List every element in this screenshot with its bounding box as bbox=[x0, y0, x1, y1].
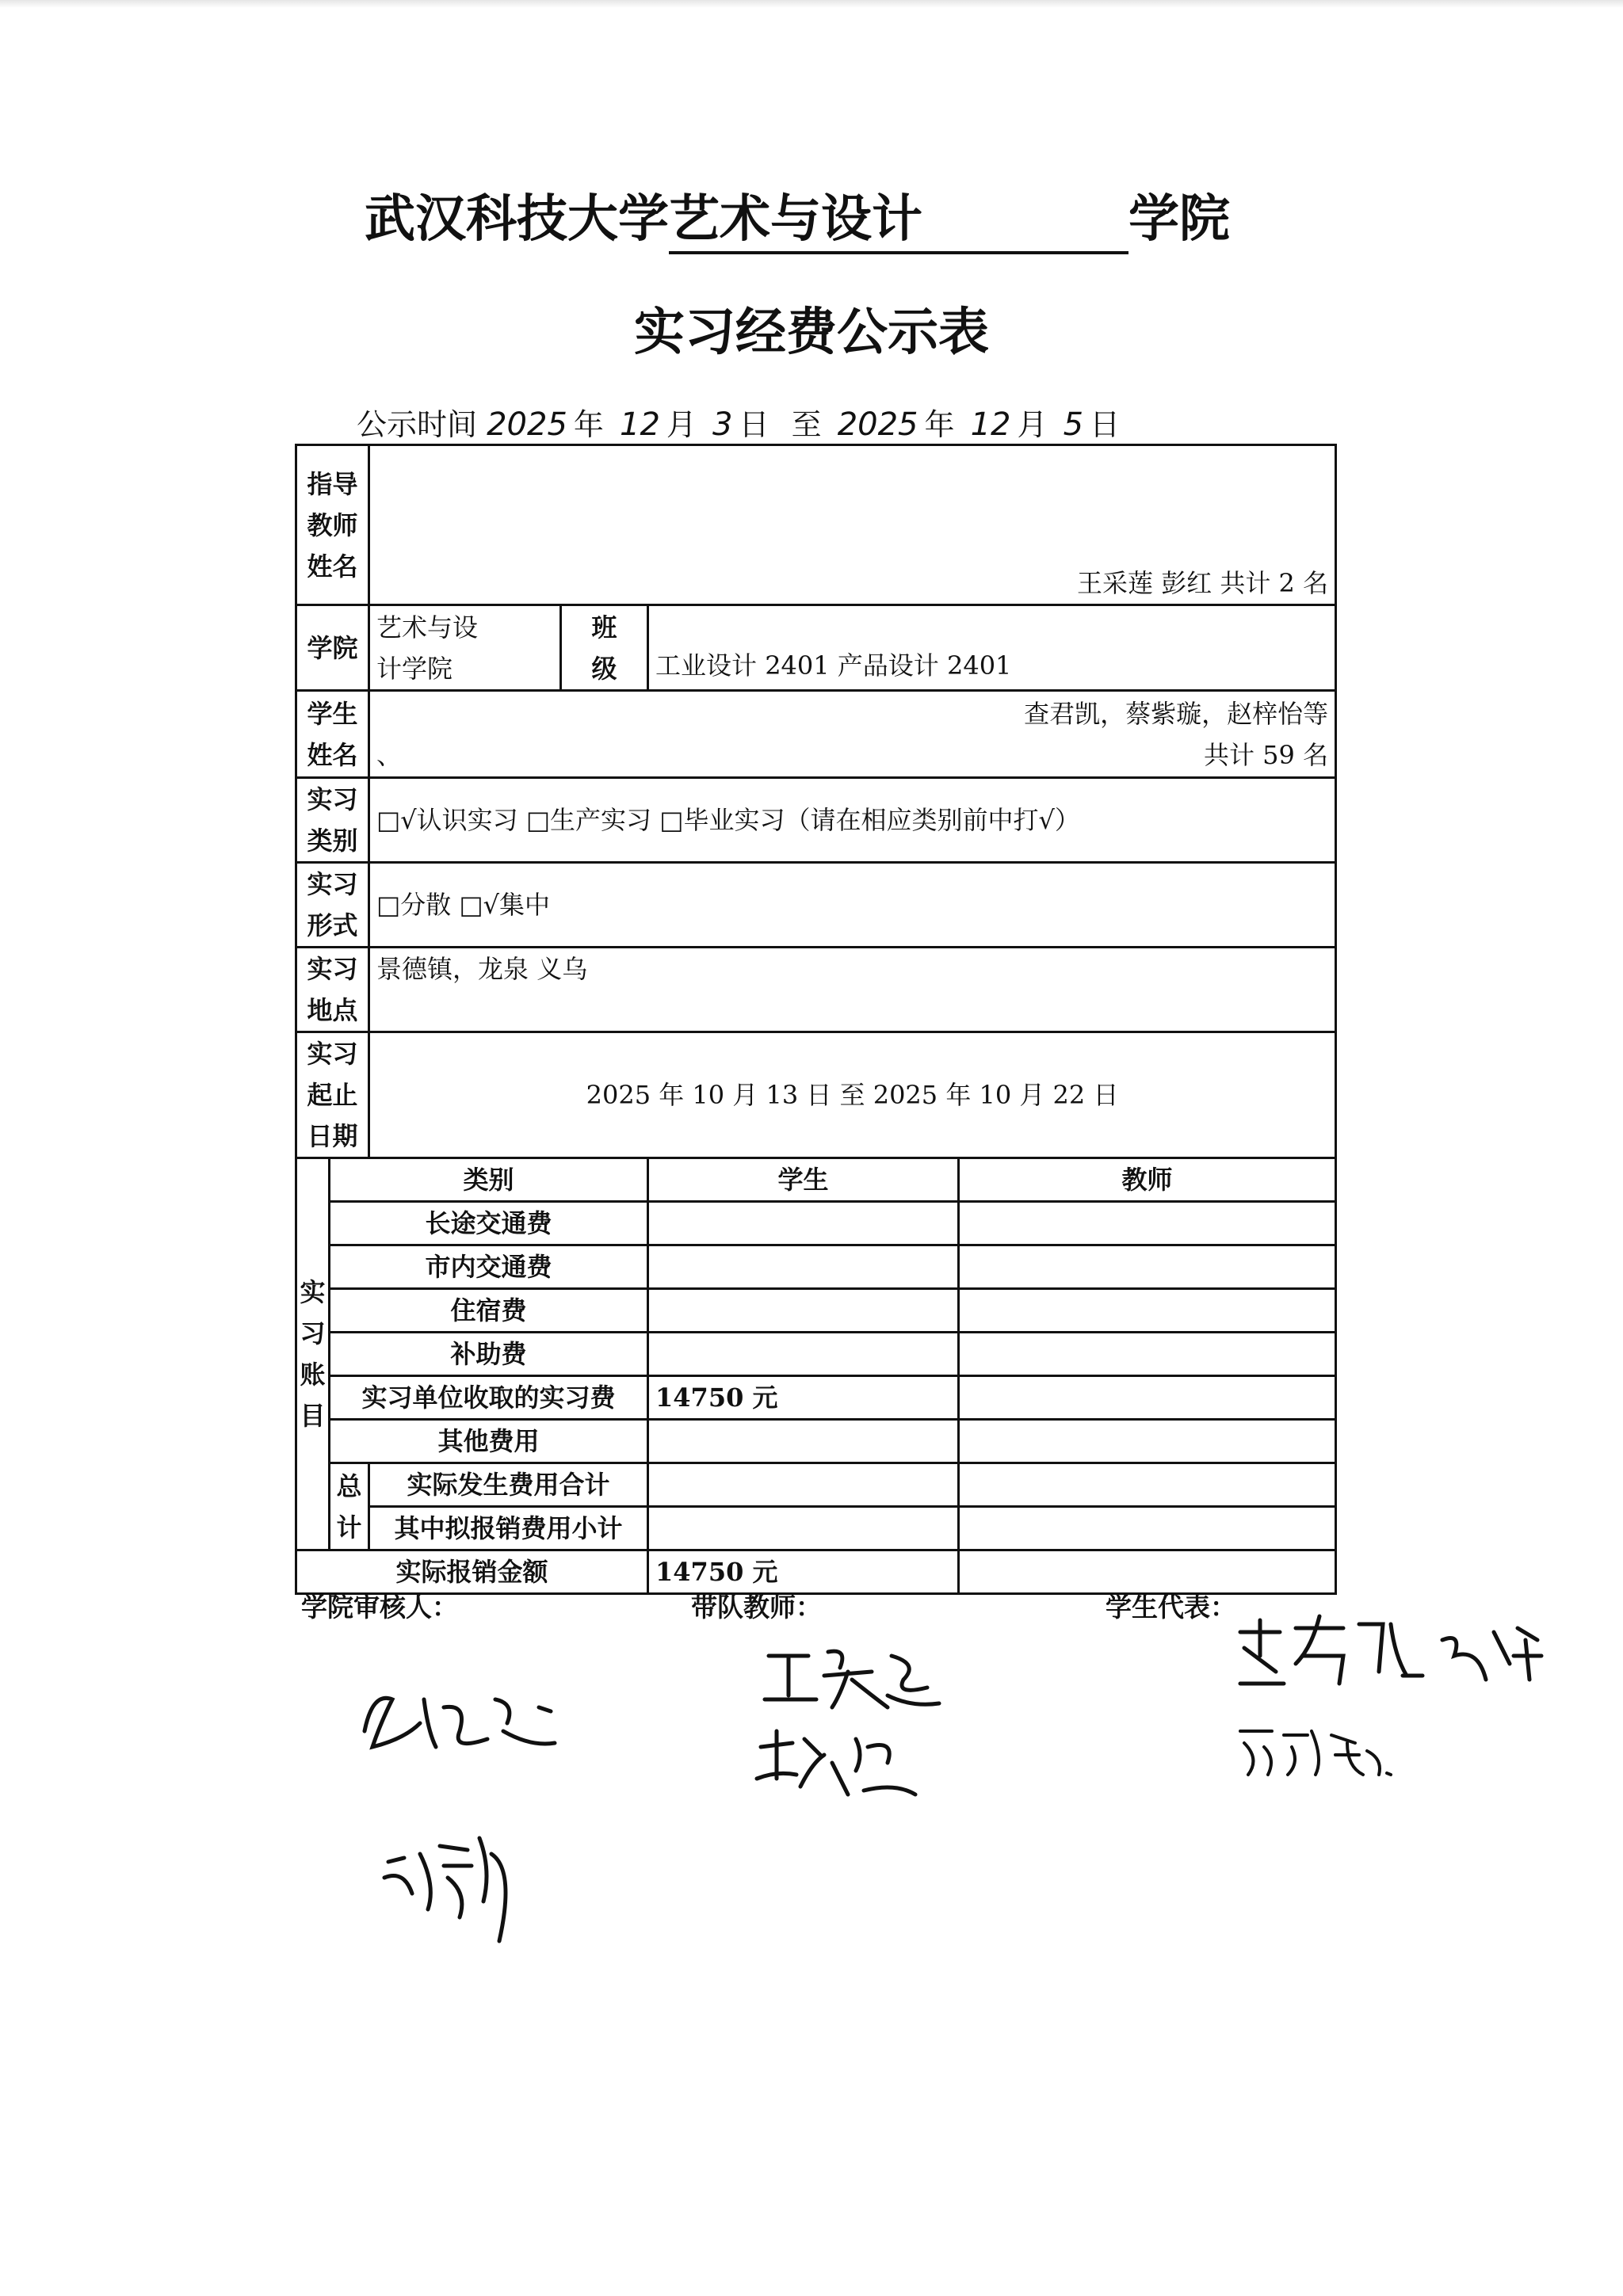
header-category: 类别 bbox=[330, 1158, 648, 1202]
page-title bbox=[365, 184, 1268, 255]
reimburse-student: 14750 元 bbox=[648, 1550, 959, 1594]
place-value: 景德镇，龙泉 义乌 bbox=[369, 948, 1336, 1032]
mode-value: □分散 □√集中 bbox=[369, 863, 1336, 948]
student-amount bbox=[648, 1507, 959, 1550]
teacher-amount bbox=[959, 1376, 1336, 1420]
teacher-amount bbox=[959, 1333, 1336, 1376]
row-type bbox=[296, 778, 1336, 863]
college-value: 艺术与设 计学院 bbox=[369, 605, 561, 691]
rep-signature-1 bbox=[1224, 1608, 1557, 1695]
total-label: 总 计 bbox=[330, 1463, 369, 1550]
student-amount bbox=[648, 1420, 959, 1463]
student-amount bbox=[648, 1245, 959, 1289]
row-mode bbox=[296, 863, 1336, 948]
college-label: 学院 bbox=[296, 605, 369, 691]
word-year: 年 bbox=[573, 407, 604, 442]
mode-label: 实习 形式 bbox=[296, 863, 369, 948]
category-cell: 市内交通费 bbox=[330, 1245, 648, 1289]
start-year: 2025 bbox=[487, 406, 567, 443]
class-label: 班 级 bbox=[561, 605, 648, 691]
student-amount bbox=[648, 1202, 959, 1245]
word-month: 月 bbox=[1017, 407, 1048, 442]
teacher-amount bbox=[959, 1289, 1336, 1333]
word-month: 月 bbox=[666, 407, 697, 442]
start-month: 12 bbox=[620, 406, 660, 443]
rep-signature-2 bbox=[1228, 1711, 1403, 1783]
accounts-side-label: 实 习 账 目 bbox=[296, 1158, 330, 1550]
title-suffix: 学院 bbox=[1128, 190, 1230, 249]
teacher-amount bbox=[959, 1463, 1336, 1507]
word-day: 日 bbox=[739, 407, 769, 442]
student-amount bbox=[648, 1463, 959, 1507]
student-amount: 14750 元 bbox=[648, 1376, 959, 1420]
row-teacher bbox=[296, 445, 1336, 605]
table-row bbox=[296, 1289, 1336, 1333]
rep-label: 学生代表： bbox=[1106, 1592, 1236, 1623]
teacher-amount bbox=[959, 1507, 1336, 1550]
word-day: 日 bbox=[1090, 407, 1121, 442]
publicity-label: 公示时间 bbox=[357, 407, 478, 442]
type-value: □√认识实习 □生产实习 □毕业实习（请在相应类别前中打√） bbox=[369, 778, 1336, 863]
title-prefix: 武汉科技大学 bbox=[365, 190, 669, 249]
class-value: 工业设计 2401 产品设计 2401 bbox=[648, 605, 1336, 691]
category-cell: 其他费用 bbox=[330, 1420, 648, 1463]
place-label: 实习 地点 bbox=[296, 948, 369, 1032]
word-to: 至 bbox=[791, 407, 822, 442]
table-row bbox=[296, 1420, 1336, 1463]
student-mark: 、 bbox=[376, 739, 403, 770]
student-label: 学生 姓名 bbox=[296, 691, 369, 778]
reviewer-signature-2 bbox=[372, 1822, 531, 1949]
teacher-amount bbox=[959, 1245, 1336, 1289]
period-label: 实习 起止 日期 bbox=[296, 1032, 369, 1158]
student-value bbox=[369, 691, 1336, 778]
table-row bbox=[296, 1376, 1336, 1420]
category-cell: 实际发生费用合计 bbox=[369, 1463, 648, 1507]
reviewer-label: 学院审核人： bbox=[301, 1592, 458, 1623]
end-day: 5 bbox=[1063, 406, 1084, 443]
student-names: 查君凯，蔡紫璇，赵梓怡等 bbox=[1024, 698, 1329, 729]
teacher-label: 指导 教师 姓名 bbox=[296, 445, 369, 605]
publicity-time bbox=[357, 400, 1126, 449]
row-students bbox=[296, 691, 1336, 778]
leader-label: 带队教师： bbox=[691, 1592, 822, 1623]
word-year: 年 bbox=[924, 407, 955, 442]
leader-signature-2 bbox=[745, 1715, 927, 1818]
end-year: 2025 bbox=[837, 406, 918, 443]
end-month: 12 bbox=[970, 406, 1011, 443]
page-subtitle: 实习经费公示表 bbox=[634, 303, 989, 362]
scan-edge bbox=[0, 0, 1623, 8]
teacher-value: 王采莲 彭红 共计 2 名 bbox=[369, 445, 1336, 605]
title-college: 艺术与设计 bbox=[669, 188, 1128, 254]
student-amount bbox=[648, 1333, 959, 1376]
table-row bbox=[296, 1202, 1336, 1245]
period-value: 2025 年 10 月 13 日 至 2025 年 10 月 22 日 bbox=[369, 1032, 1336, 1158]
table-row bbox=[296, 1245, 1336, 1289]
row-college bbox=[296, 605, 1336, 691]
row-period bbox=[296, 1032, 1336, 1158]
row-place bbox=[296, 948, 1336, 1032]
category-cell: 其中拟报销费用小计 bbox=[369, 1507, 648, 1550]
reviewer-signature-1 bbox=[349, 1676, 571, 1763]
student-amount bbox=[648, 1289, 959, 1333]
student-count: 共计 59 名 bbox=[1204, 739, 1329, 770]
table-row bbox=[296, 1507, 1336, 1550]
accounts-header-row bbox=[296, 1158, 1336, 1202]
type-label: 实习 类别 bbox=[296, 778, 369, 863]
start-day: 3 bbox=[712, 406, 733, 443]
table-row bbox=[296, 1333, 1336, 1376]
teacher-amount bbox=[959, 1420, 1336, 1463]
expense-table bbox=[295, 444, 1337, 1595]
teacher-amount bbox=[959, 1202, 1336, 1245]
header-student: 学生 bbox=[648, 1158, 959, 1202]
category-cell: 补助费 bbox=[330, 1333, 648, 1376]
category-cell: 住宿费 bbox=[330, 1289, 648, 1333]
header-teacher: 教师 bbox=[959, 1158, 1336, 1202]
reimburse-label: 实际报销金额 bbox=[296, 1550, 648, 1594]
table-row bbox=[296, 1463, 1336, 1507]
leader-signature-1 bbox=[753, 1632, 951, 1719]
category-cell: 实习单位收取的实习费 bbox=[330, 1376, 648, 1420]
category-cell: 长途交通费 bbox=[330, 1202, 648, 1245]
